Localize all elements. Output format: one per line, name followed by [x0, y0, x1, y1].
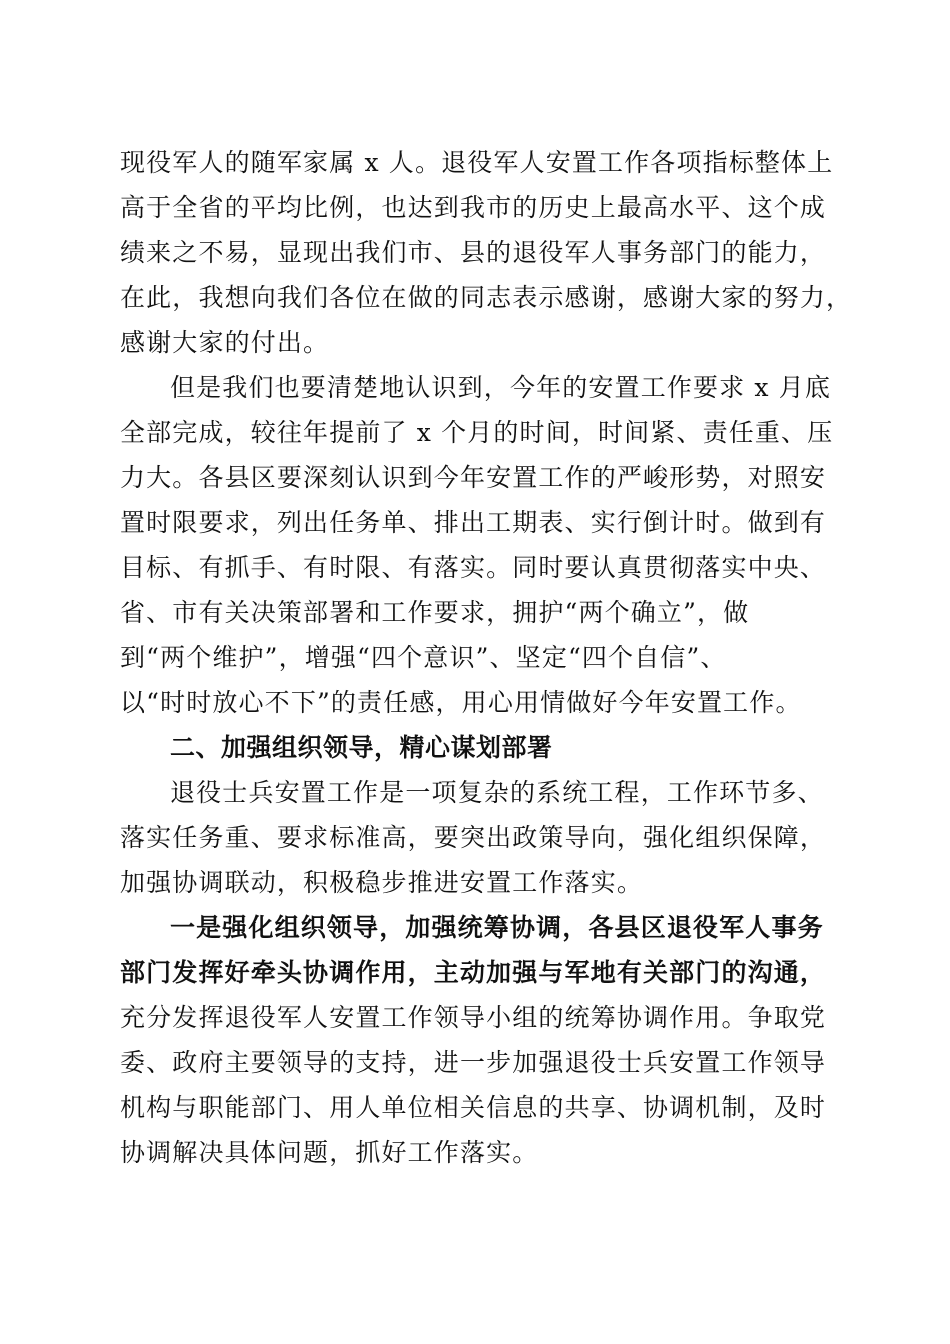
text-line: 在此，我想向我们各位在做的同志表示感谢，感谢大家的努力， [120, 283, 853, 312]
emphasis-line: 部门发挥好牵头协调作用，主动加强与军地有关部门的沟通， [120, 958, 827, 987]
text-line: 到“两个维护”，增强“四个意识”、坚定“四个自信”、 [120, 643, 727, 672]
text-line: 感谢大家的付出。 [120, 328, 330, 357]
text-line: 省、市有关决策部署和工作要求，拥护“两个确立”，做 [120, 598, 750, 627]
document-body [120, 140, 853, 1175]
text-line: 以“时时放心不下”的责任感，用心用情做好今年安置工作。 [120, 688, 802, 717]
paragraph-start-line: 退役士兵安置工作是一项复杂的系统工程，工作环节多、 [170, 778, 824, 807]
text-line: 机构与职能部门、用人单位相关信息的共享、协调机制，及时 [120, 1093, 827, 1122]
text-line: 置时限要求，列出任务单、排出工期表、实行倒计时。做到有 [120, 508, 827, 537]
text-line: 全部完成，较往年提前了 x 个月的时间，时间紧、责任重、压 [120, 418, 834, 447]
paragraph-start-line: 但是我们也要清楚地认识到，今年的安置工作要求 x 月底 [170, 373, 832, 402]
emphasis-line: 一是强化组织领导，加强统筹协调，各县区退役军人事务 [170, 913, 824, 942]
section-heading: 二、加强组织领导，精心谋划部署 [170, 733, 553, 762]
text-line: 加强协调联动，积极稳步推进安置工作落实。 [120, 868, 644, 897]
text-line: 委、政府主要领导的支持，进一步加强退役士兵安置工作领导 [120, 1048, 827, 1077]
text-line: 高于全省的平均比例，也达到我市的历史上最高水平、这个成 [120, 193, 827, 222]
text-line: 现役军人的随军家属 x 人。退役军人安置工作各项指标整体上 [120, 148, 834, 177]
text-line: 协调解决具体问题，抓好工作落实。 [120, 1138, 539, 1167]
text-line: 绩来之不易，显现出我们市、县的退役军人事务部门的能力， [120, 238, 827, 267]
text-line: 力大。各县区要深刻认识到今年安置工作的严峻形势，对照安 [120, 463, 827, 492]
mixed-emphasis-line: 充分发挥退役军人安置工作领导小组的统筹协调作用。争取党 [120, 1003, 827, 1032]
text-line: 落实任务重、要求标准高，要突出政策导向，强化组织保障， [120, 823, 827, 852]
text-line: 目标、有抓手、有时限、有落实。同时要认真贯彻落实中央、 [120, 553, 827, 582]
